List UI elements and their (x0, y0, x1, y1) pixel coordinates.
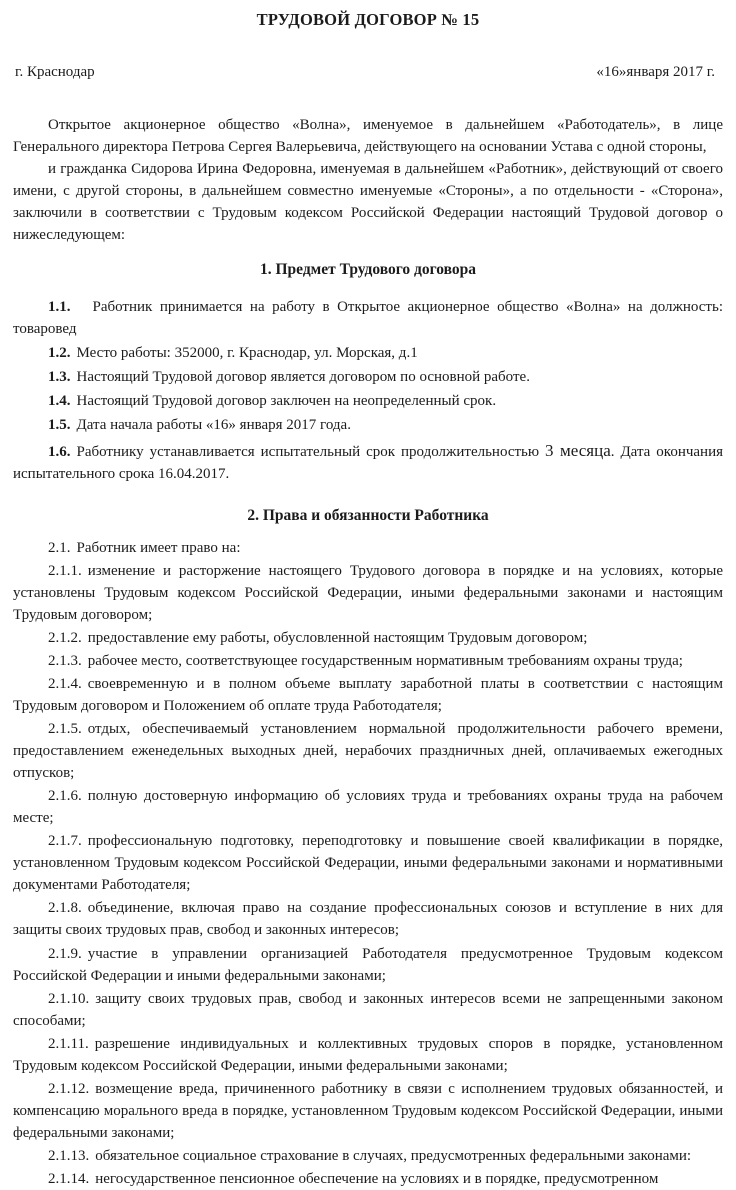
clause-text: рабочее место, соответствующее государственным нормативным требованиям охраны труда; (87, 652, 683, 669)
document-page (0, 10, 736, 1187)
section-2-heading: 2. Права и обязанности Работника (247, 506, 489, 524)
clause-number: 2.1.2. (48, 629, 82, 646)
clause-text: обязательное социальное страхование в случаях, предусмотренных федеральными законами: (95, 1147, 692, 1164)
clause-2-1-4 (13, 673, 723, 717)
clause-2-1-5 (13, 718, 723, 784)
clause-2-1-14 (13, 1168, 723, 1190)
clause-2-1-10 (13, 988, 723, 1032)
clause-number: 2.1.4. (48, 675, 82, 692)
clause-text: полную достоверную информацию об условиях труда и требованиях охраны труда на рабочем месте; (13, 788, 723, 827)
clause-2-1-8 (13, 897, 723, 941)
section-2-clauses (13, 537, 723, 1190)
clause-2-1-6 (13, 785, 723, 829)
clause-text: объединение, включая право на создание профессиональных союзов и вступление в них для защиты своих трудовых прав, свобод и законных интересов; (13, 900, 723, 939)
clause-number: 2.1.13. (48, 1147, 90, 1164)
clause-1-1 (13, 296, 723, 340)
clause-text: участие в управлении организацией Работодателя предусмотренное Трудовым кодексом Российской Федерации и иными федеральными законами; (13, 945, 723, 984)
clause-text: Настоящий Трудовой договор является договором по основной работе. (76, 369, 530, 386)
clause-text-before: Работнику устанавливается испытательный срок продолжительностью (76, 443, 546, 460)
clause-2-1-3 (13, 650, 723, 672)
clause-2-1-12 (13, 1078, 723, 1144)
clause-number: 1.3. (48, 369, 71, 386)
document-title: ТРУДОВОЙ ДОГОВОР № 15 (256, 10, 480, 29)
clause-number: 2.1.7. (48, 833, 82, 850)
clause-number: 2.1.1. (48, 562, 82, 579)
clause-number: 1.1. (48, 299, 71, 316)
clause-number: 2.1.3. (48, 652, 82, 669)
clause-text: профессиональную подготовку, переподготовку и повышение своей квалификации в порядке, установленном Трудовым кодексом Российской Федерации, иными федеральными законами и нормативными документами Работодателя; (13, 833, 723, 894)
section-1-heading: 1. Предмет Трудового договора (259, 261, 477, 279)
clause-number: 2.1.5. (48, 721, 82, 738)
clause-2-1-7 (13, 830, 723, 896)
clause-text: Настоящий Трудовой договор заключен на неопределенный срок. (76, 393, 497, 410)
clause-text: защиту своих трудовых прав, свобод и законных интересов всеми не запрещенными законом способами; (13, 990, 723, 1029)
clause-text: негосударственное пенсионное обеспечение на условиях и в порядке, предусмотренном (95, 1170, 659, 1187)
clause-number: 2.1. (48, 539, 71, 556)
clause-number: 2.1.6. (48, 788, 82, 805)
document-city: г. Краснодар (15, 63, 95, 80)
clause-text: изменение и расторжение настоящего Трудового договора в порядке и на условиях, которые установлены Трудовым кодексом Российской Федерации, иными федеральными законами и настоящим Трудовым договором; (13, 562, 723, 623)
clause-text: Место работы: 352000, г. Краснодар, ул. Морская, д.1 (76, 345, 418, 362)
clause-number: 2.1.14. (48, 1170, 90, 1187)
clause-1-5 (13, 414, 723, 436)
clause-text: отдых, обеспечиваемый установлением нормальной продолжительности рабочего времени, предоставлением еженедельных выходных дней, нерабочих праздничных дней, оплачиваемых ежегодных отпусков; (13, 721, 723, 782)
clause-number: 2.1.8. (48, 900, 82, 917)
clause-text: предоставление ему работы, обусловленной настоящим Трудовым договором; (87, 629, 588, 646)
clause-2-1-13 (13, 1145, 723, 1167)
clause-text: возмещение вреда, причиненного работнику в связи с исполнением трудовых обязанностей, и компенсацию морального вреда в порядке, установленном Трудовым кодексом Российской Федерации, иными федеральными законами; (13, 1080, 723, 1141)
clause-text-after: . Дата окончания испытательного срока 16.04.2017. (13, 443, 723, 483)
intro-paragraph-2: и гражданка Сидорова Ирина Федоровна, именуемая в дальнейшем «Работник», действующий от своего имени, с другой стороны, в дальнейшем совместно именуемые «Стороны», а по отдельности - «Сторона», заключили в соответствии с Трудовым кодексом Российской Федерации настоящий Трудовой договор о нижеследующем: (13, 160, 723, 244)
clause-number: 2.1.10. (48, 990, 90, 1007)
clause-2-1-11 (13, 1033, 723, 1077)
clause-1-2 (13, 342, 723, 364)
clause-number: 1.5. (48, 417, 71, 434)
clause-1-6 (13, 439, 723, 486)
clause-number: 1.2. (48, 345, 71, 362)
clause-number: 1.4. (48, 393, 71, 410)
clause-text: разрешение индивидуальных и коллективных трудовых споров в порядке, установленном Трудовым кодексом Российской Федерации, иными федеральными законами; (13, 1035, 723, 1074)
clause-2-1-2 (13, 627, 723, 649)
clause-2-1-1 (13, 560, 723, 626)
intro-paragraph-1: Открытое акционерное общество «Волна», именуемое в дальнейшем «Работодатель», в лице Генерального директора Петрова Сергея Валерьевича, действующего на основании Устава с одной стороны, (13, 116, 723, 155)
document-date: «16»января 2017 г. (596, 63, 715, 80)
clause-1-4 (13, 390, 723, 412)
clause-number: 2.1.12. (48, 1080, 90, 1097)
clause-number: 1.6. (48, 443, 71, 460)
clause-2-1-9 (13, 943, 723, 987)
clause-text: Работник имеет право на: (76, 539, 241, 556)
section-1-clauses (13, 296, 723, 485)
document-meta-row (13, 64, 723, 81)
clause-number: 2.1.11. (48, 1035, 89, 1052)
clause-number: 2.1.9. (48, 945, 82, 962)
intro-block (13, 114, 723, 246)
clause-1-3 (13, 366, 723, 388)
clause-text: Дата начала работы «16» января 2017 года. (76, 417, 351, 434)
clause-text: своевременную и в полном объеме выплату заработной платы в соответствии с настоящим Трудовым договором и Положением об оплате труда Работодателя; (13, 675, 723, 714)
clause-text: Работник принимается на работу в Открытое акционерное общество «Волна» на должность: товаровед (13, 299, 723, 338)
clause-2-1 (13, 537, 723, 559)
probation-duration: 3 месяца (545, 440, 611, 460)
